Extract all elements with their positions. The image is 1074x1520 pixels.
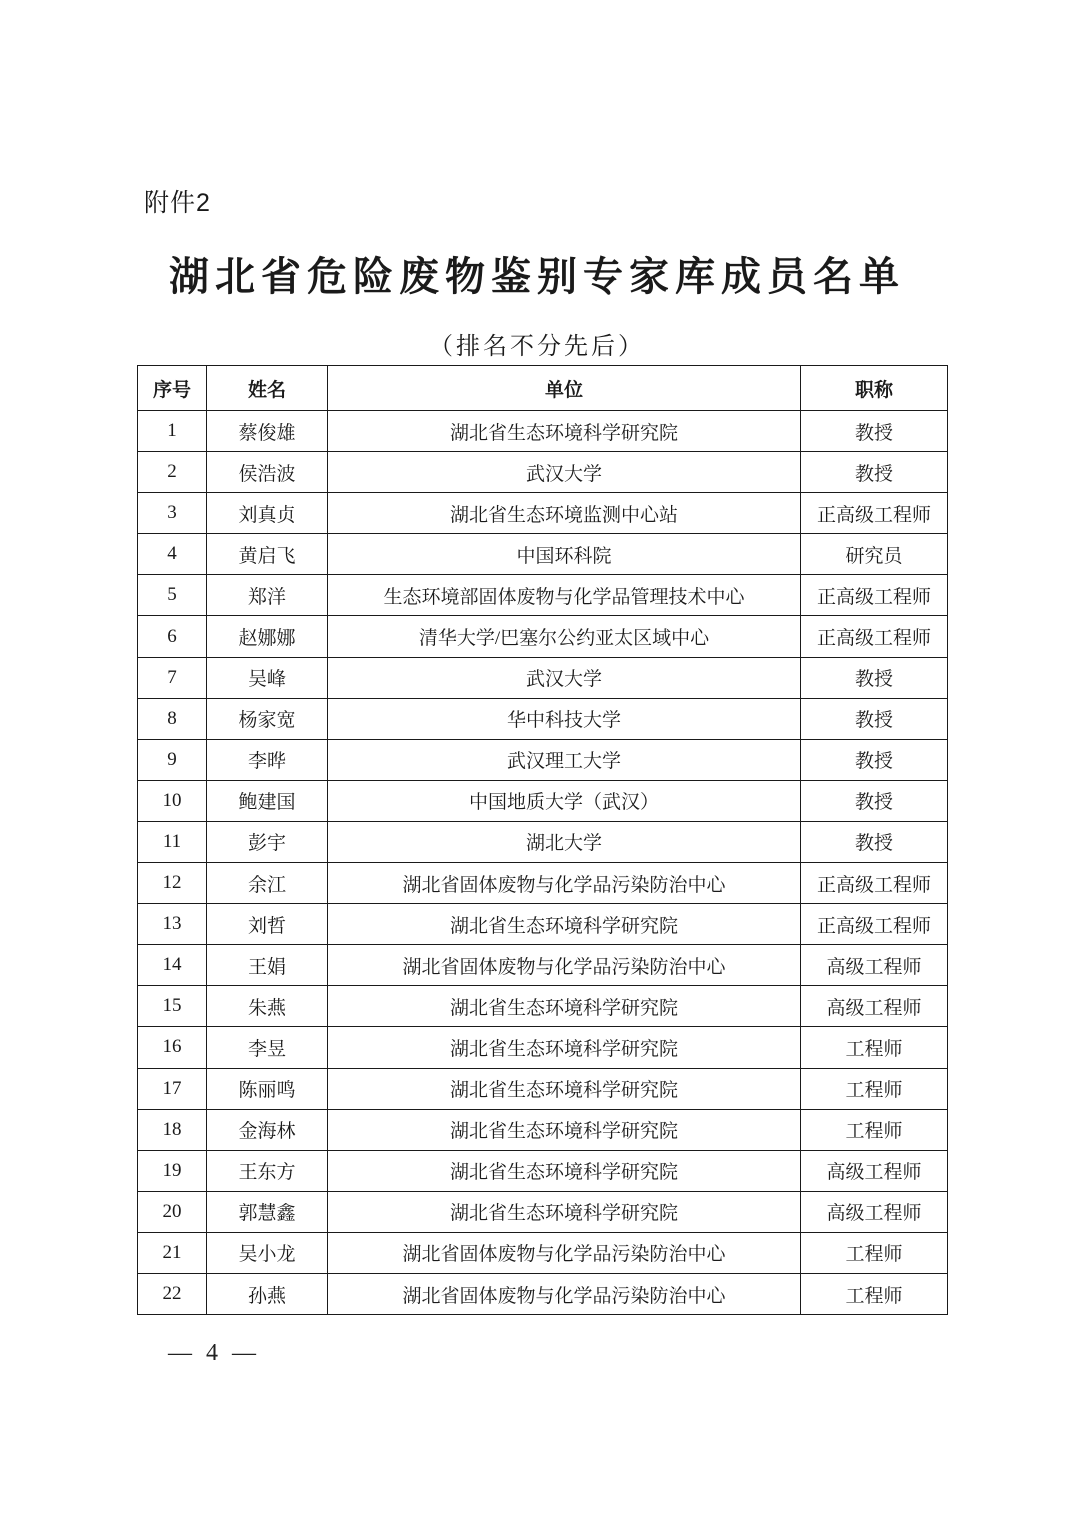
cell-name: 余江 [207,863,328,904]
page-subtitle: （排名不分先后） [429,334,645,360]
cell-no: 13 [138,904,207,945]
cell-title: 工程师 [801,1232,948,1273]
table-row [138,1150,948,1191]
cell-org: 湖北省固体废物与化学品污染防治中心 [328,1273,801,1314]
experts-table [137,365,948,1315]
cell-name: 吴峰 [207,657,328,698]
cell-title: 教授 [801,739,948,780]
cell-name: 郑洋 [207,575,328,616]
table-row [138,493,948,534]
cell-name: 彭宇 [207,821,328,862]
table-row [138,1232,948,1273]
cell-title: 工程师 [801,1068,948,1109]
cell-org: 湖北省生态环境科学研究院 [328,411,801,452]
cell-org: 武汉大学 [328,452,801,493]
cell-name: 刘哲 [207,904,328,945]
cell-title: 教授 [801,657,948,698]
cell-name: 金海林 [207,1109,328,1150]
cell-name: 郭慧鑫 [207,1191,328,1232]
cell-no: 22 [138,1273,207,1314]
table-row [138,1191,948,1232]
cell-no: 10 [138,780,207,821]
table-row [138,411,948,452]
cell-title: 教授 [801,821,948,862]
table-row [138,698,948,739]
cell-org: 湖北大学 [328,821,801,862]
cell-no: 15 [138,986,207,1027]
attachment-label: 附件2 [144,189,211,217]
cell-name: 李晔 [207,739,328,780]
table-row [138,1109,948,1150]
cell-org: 湖北省生态环境科学研究院 [328,1068,801,1109]
cell-no: 16 [138,1027,207,1068]
cell-title: 工程师 [801,1109,948,1150]
cell-title: 正高级工程师 [801,904,948,945]
cell-no: 20 [138,1191,207,1232]
cell-no: 4 [138,534,207,575]
cell-title: 教授 [801,411,948,452]
cell-org: 湖北省生态环境科学研究院 [328,904,801,945]
cell-no: 9 [138,739,207,780]
cell-title: 正高级工程师 [801,863,948,904]
column-header-name: 姓名 [207,366,328,411]
experts-table-body [138,411,948,1315]
cell-no: 3 [138,493,207,534]
cell-no: 1 [138,411,207,452]
cell-title: 高级工程师 [801,1150,948,1191]
table-row [138,1068,948,1109]
cell-title: 教授 [801,452,948,493]
table-row [138,739,948,780]
cell-title: 工程师 [801,1273,948,1314]
cell-name: 侯浩波 [207,452,328,493]
cell-org: 生态环境部固体废物与化学品管理技术中心 [328,575,801,616]
page-number: — 4 — [168,1340,260,1366]
table-row [138,821,948,862]
cell-title: 正高级工程师 [801,616,948,657]
cell-title: 研究员 [801,534,948,575]
cell-name: 孙燕 [207,1273,328,1314]
cell-no: 17 [138,1068,207,1109]
cell-org: 湖北省固体废物与化学品污染防治中心 [328,945,801,986]
page-title: 湖北省危险废物鉴别专家库成员名单 [169,254,905,299]
cell-name: 王娟 [207,945,328,986]
table-row [138,534,948,575]
cell-title: 正高级工程师 [801,493,948,534]
cell-name: 蔡俊雄 [207,411,328,452]
column-header-no: 序号 [138,366,207,411]
cell-name: 吴小龙 [207,1232,328,1273]
cell-title: 教授 [801,780,948,821]
table-header-row [138,366,948,411]
table-row [138,1027,948,1068]
cell-no: 5 [138,575,207,616]
cell-no: 7 [138,657,207,698]
cell-org: 湖北省固体废物与化学品污染防治中心 [328,1232,801,1273]
table-row [138,575,948,616]
cell-org: 华中科技大学 [328,698,801,739]
cell-title: 工程师 [801,1027,948,1068]
cell-title: 高级工程师 [801,945,948,986]
column-header-org: 单位 [328,366,801,411]
cell-no: 8 [138,698,207,739]
cell-no: 21 [138,1232,207,1273]
cell-no: 2 [138,452,207,493]
cell-org: 湖北省生态环境监测中心站 [328,493,801,534]
cell-name: 李昱 [207,1027,328,1068]
cell-org: 武汉大学 [328,657,801,698]
table-row [138,904,948,945]
cell-org: 湖北省生态环境科学研究院 [328,986,801,1027]
table-row [138,780,948,821]
cell-org: 武汉理工大学 [328,739,801,780]
cell-org: 中国地质大学（武汉） [328,780,801,821]
cell-org: 湖北省生态环境科学研究院 [328,1027,801,1068]
cell-title: 正高级工程师 [801,575,948,616]
cell-name: 王东方 [207,1150,328,1191]
cell-title: 教授 [801,698,948,739]
cell-no: 6 [138,616,207,657]
cell-name: 杨家宽 [207,698,328,739]
table-row [138,657,948,698]
cell-org: 清华大学/巴塞尔公约亚太区域中心 [328,616,801,657]
table-row [138,1273,948,1314]
table-row [138,945,948,986]
table-row [138,452,948,493]
cell-name: 刘真贞 [207,493,328,534]
cell-org: 湖北省固体废物与化学品污染防治中心 [328,863,801,904]
cell-org: 湖北省生态环境科学研究院 [328,1109,801,1150]
cell-no: 19 [138,1150,207,1191]
cell-name: 黄启飞 [207,534,328,575]
cell-name: 陈丽鸣 [207,1068,328,1109]
cell-name: 赵娜娜 [207,616,328,657]
table-row [138,863,948,904]
table-row [138,616,948,657]
cell-title: 高级工程师 [801,1191,948,1232]
table-row [138,986,948,1027]
column-header-title: 职称 [801,366,948,411]
cell-no: 11 [138,821,207,862]
cell-title: 高级工程师 [801,986,948,1027]
cell-org: 湖北省生态环境科学研究院 [328,1191,801,1232]
cell-org: 中国环科院 [328,534,801,575]
cell-org: 湖北省生态环境科学研究院 [328,1150,801,1191]
cell-no: 14 [138,945,207,986]
cell-no: 18 [138,1109,207,1150]
cell-name: 朱燕 [207,986,328,1027]
cell-name: 鲍建国 [207,780,328,821]
cell-no: 12 [138,863,207,904]
